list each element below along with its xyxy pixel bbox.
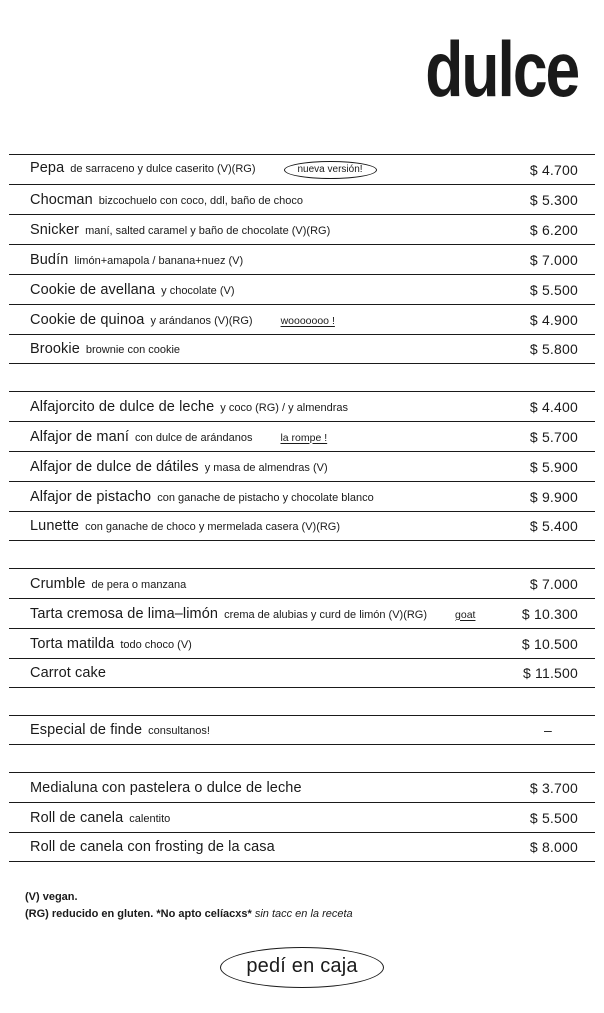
menu-row-text (30, 839, 530, 855)
menu-row (9, 715, 595, 745)
item-price: $ 6.200 (529, 221, 578, 238)
menu-row-text (30, 429, 530, 445)
menu-row (9, 511, 595, 541)
item-name: Torta matilda (30, 635, 115, 652)
menu-row-text (30, 282, 530, 298)
item-name: Tarta cremosa de lima–limón (30, 605, 219, 622)
menu-row (9, 772, 595, 802)
item-description: con ganache de pistacho y chocolate blanco (157, 491, 374, 504)
menu-row-text (30, 518, 530, 534)
item-price: $ 5.800 (529, 341, 578, 357)
item-annotation: goat (455, 608, 476, 621)
item-price: $ 5.300 (529, 191, 578, 208)
menu-row-text (30, 780, 530, 796)
menu-row-text (30, 312, 530, 328)
item-price: $ 5.900 (529, 458, 578, 475)
item-name: Brookie (30, 341, 80, 357)
menu (9, 154, 595, 862)
item-price: $ 5.400 (529, 518, 578, 534)
menu-section (9, 568, 595, 688)
footnote-gluten (25, 906, 604, 923)
item-name: Snicker (30, 221, 80, 238)
item-price: $ 10.300 (521, 605, 578, 622)
item-price: $ 5.500 (529, 281, 578, 298)
menu-row-text (30, 459, 530, 475)
menu-section (9, 772, 595, 862)
menu-row-text (30, 810, 530, 826)
menu-section (9, 391, 595, 541)
item-price: $ 4.700 (529, 161, 578, 178)
menu-row (9, 391, 595, 421)
item-name: Budín (30, 251, 69, 268)
menu-row (9, 628, 595, 658)
menu-row (9, 184, 595, 214)
page-title: dulce (425, 25, 578, 113)
menu-row (9, 334, 595, 364)
item-description: bizcochuelo con coco, ddl, baño de choco (98, 194, 304, 207)
item-description: de sarraceno y dulce caserito (V)(RG) (70, 163, 256, 175)
item-price: $ 4.400 (529, 398, 578, 415)
menu-row (9, 658, 595, 688)
item-description: crema de alubias y curd de limón (V)(RG) (224, 608, 428, 621)
menu-row (9, 274, 595, 304)
header (0, 0, 604, 120)
item-description: limón+amapola / banana+nuez (V) (74, 254, 244, 267)
item-name: Alfajor de maní (30, 428, 130, 445)
menu-row (9, 421, 595, 451)
menu-row (9, 304, 595, 334)
item-price: $ 4.900 (529, 311, 578, 328)
item-name: Roll de canela (30, 809, 124, 826)
item-description: brownie con cookie (85, 344, 181, 356)
item-description: y coco (RG) / y almendras (220, 401, 349, 414)
item-name: Cookie de avellana (30, 281, 156, 298)
menu-row (9, 451, 595, 481)
item-price: $ 3.700 (529, 779, 578, 796)
menu-row-text (30, 606, 522, 622)
menu-row-text (30, 192, 530, 208)
item-name: Carrot cake (30, 665, 107, 681)
menu-row-text (30, 722, 544, 738)
menu-row-text (30, 665, 523, 681)
item-description: consultanos! (148, 725, 210, 737)
item-annotation: nueva versión! (284, 161, 377, 179)
item-description: y masa de almendras (V) (204, 461, 328, 474)
item-name: Medialuna con pastelera o dulce de leche (30, 779, 302, 796)
item-name: Roll de canela con frosting de la casa (30, 839, 275, 855)
item-description: y arándanos (V)(RG) (150, 314, 253, 327)
item-price: – (544, 722, 552, 738)
item-description: con ganache de choco y mermelada casera (V)(RG) (85, 521, 341, 533)
item-price: $ 10.500 (521, 635, 578, 652)
menu-row (9, 481, 595, 511)
menu-row-text (30, 341, 530, 357)
item-name: Crumble (30, 575, 86, 592)
item-name: Alfajor de pistacho (30, 488, 152, 505)
footnote-gluten-main: (RG) reducido en gluten. *No apto celíacxs* (25, 907, 252, 920)
menu-row (9, 832, 595, 862)
item-name: Chocman (30, 191, 93, 208)
item-name: Pepa (30, 160, 65, 176)
item-description: todo choco (V) (120, 638, 192, 651)
item-price: $ 11.500 (522, 665, 578, 681)
item-description: maní, salted caramel y baño de chocolate (V)(RG) (85, 224, 331, 237)
item-price: $ 5.500 (529, 809, 578, 826)
order-at-counter-badge: pedí en caja (220, 947, 383, 988)
menu-row-text (30, 576, 530, 592)
item-price: $ 9.900 (529, 488, 578, 505)
item-price: $ 5.700 (529, 428, 578, 445)
item-name: Alfajor de dulce de dátiles (30, 458, 199, 475)
item-annotation: wooooooo ! (280, 314, 335, 327)
footnotes (25, 889, 604, 922)
item-price: $ 7.000 (529, 575, 578, 592)
menu-row-text (30, 160, 530, 179)
item-name: Lunette (30, 518, 80, 534)
item-name: Cookie de quinoa (30, 311, 145, 328)
item-price: $ 7.000 (529, 251, 578, 268)
footer (0, 947, 604, 988)
item-description: con dulce de arándanos (135, 431, 253, 444)
footnote-gluten-italic: sin tacc en la receta (254, 907, 353, 920)
menu-section (9, 715, 595, 745)
menu-row (9, 802, 595, 832)
item-description: calentito (129, 812, 171, 825)
item-description: de pera o manzana (91, 578, 187, 591)
menu-row (9, 154, 595, 184)
menu-row-text (30, 399, 530, 415)
item-price: $ 8.000 (529, 839, 578, 855)
item-name: Alfajorcito de dulce de leche (30, 398, 215, 415)
menu-row-text (30, 252, 530, 268)
menu-row-text (30, 636, 522, 652)
item-description: y chocolate (V) (161, 284, 235, 297)
menu-row (9, 214, 595, 244)
item-annotation: la rompe ! (280, 431, 328, 444)
menu-row-text (30, 489, 530, 505)
menu-row (9, 244, 595, 274)
menu-section (9, 154, 595, 364)
menu-row (9, 568, 595, 598)
menu-row (9, 598, 595, 628)
menu-row-text (30, 222, 530, 238)
footnote-vegan: (V) vegan. (25, 891, 78, 903)
item-name: Especial de finde (30, 722, 143, 738)
